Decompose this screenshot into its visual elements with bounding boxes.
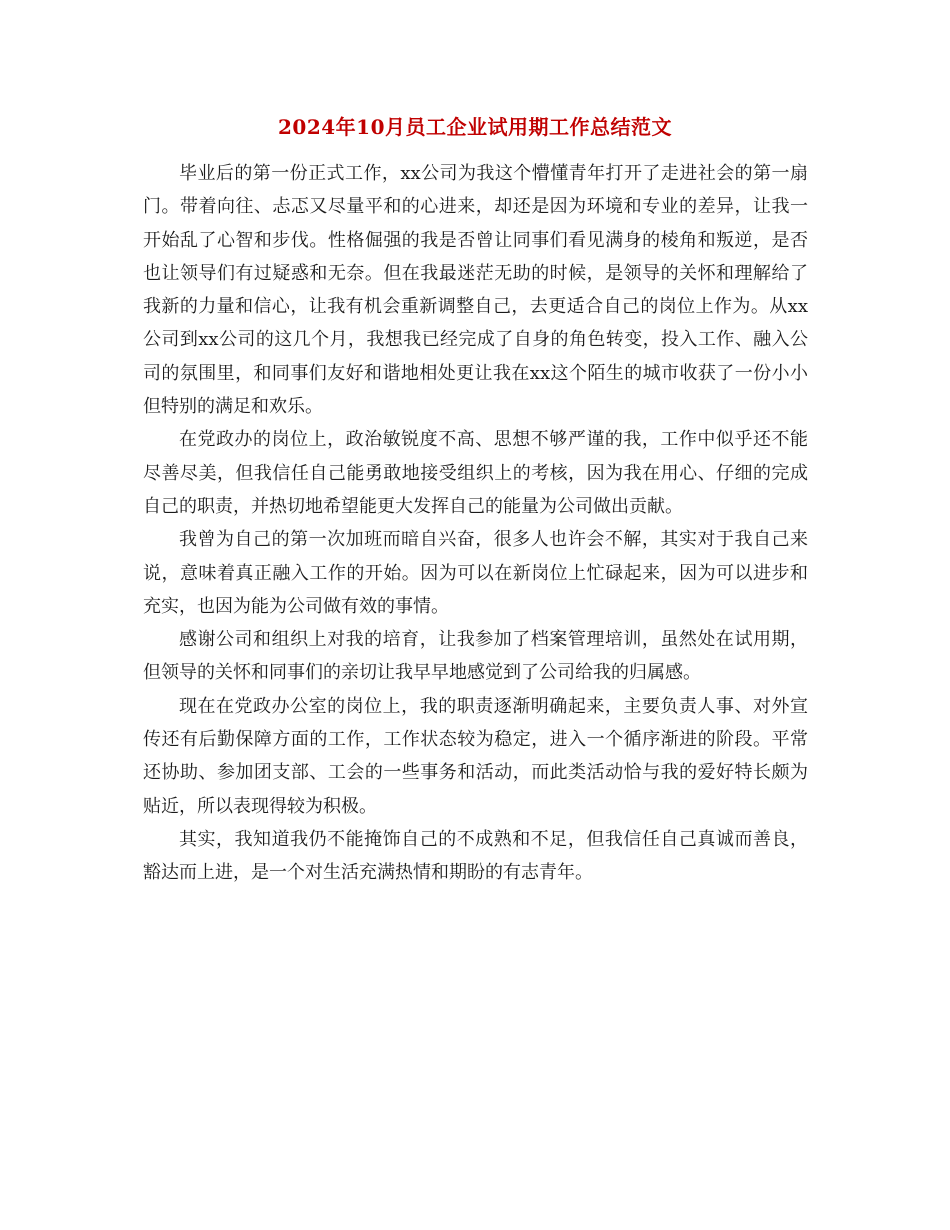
paragraph-3: 我曾为自己的第一次加班而暗自兴奋，很多人也许会不解，其实对于我自己来说，意味着真正融入工作的开始。因为可以在新岗位上忙碌起来，因为可以进步和充实，也因为能为公司做有效的事情。 (143, 529, 808, 617)
document-body (143, 157, 808, 890)
document-title: 2024年10月员工企业试用期工作总结范文 (278, 115, 672, 139)
paragraph-5: 现在在党政办公室的岗位上，我的职责逐渐明确起来，主要负责人事、对外宣传还有后勤保障方面的工作，工作状态较为稳定，进入一个循序渐进的阶段。平常还协助、参加团支部、工会的一些事务和活动，而此类活动恰与我的爱好特长颇为贴近，所以表现得较为积极。 (143, 695, 808, 817)
paragraph-6: 其实，我知道我仍不能掩饰自己的不成熟和不足，但我信任自己真诚而善良，豁达而上进，是一个对生活充满热情和期盼的有志青年。 (143, 828, 808, 884)
paragraph-1: 毕业后的第一份正式工作，xx公司为我这个懵懂青年打开了走进社会的第一扇门。带着向往、忐忑又尽量平和的心进来，却还是因为环境和专业的差异，让我一开始乱了心智和步伐。性格倔强的我是否曾让同事们看见满身的棱角和叛逆，是否也让领导们有过疑惑和无奈。但在我最迷茫无助的时候，是领导的关怀和理解给了我新的力量和信心，让我有机会重新调整自己，去更适合自己的岗位上作为。从xx公司到xx公司的这几个月，我想我已经完成了自身的角色转变，投入工作、融入公司的氛围里，和同事们友好和谐地相处更让我在xx这个陌生的城市收获了一份小小但特别的满足和欢乐。 (143, 163, 808, 418)
paragraph-4: 感谢公司和组织上对我的培育，让我参加了档案管理培训，虽然处在试用期，但领导的关怀和同事们的亲切让我早早地感觉到了公司给我的归属感。 (143, 629, 808, 684)
paragraph-2: 在党政办的岗位上，政治敏锐度不高、思想不够严谨的我，工作中似乎还不能尽善尽美，但我信任自己能勇敢地接受组织上的考核，因为我在用心、仔细的完成自己的职责，并热切地希望能更大发挥自己的能量为公司做出贡献。 (143, 429, 808, 517)
